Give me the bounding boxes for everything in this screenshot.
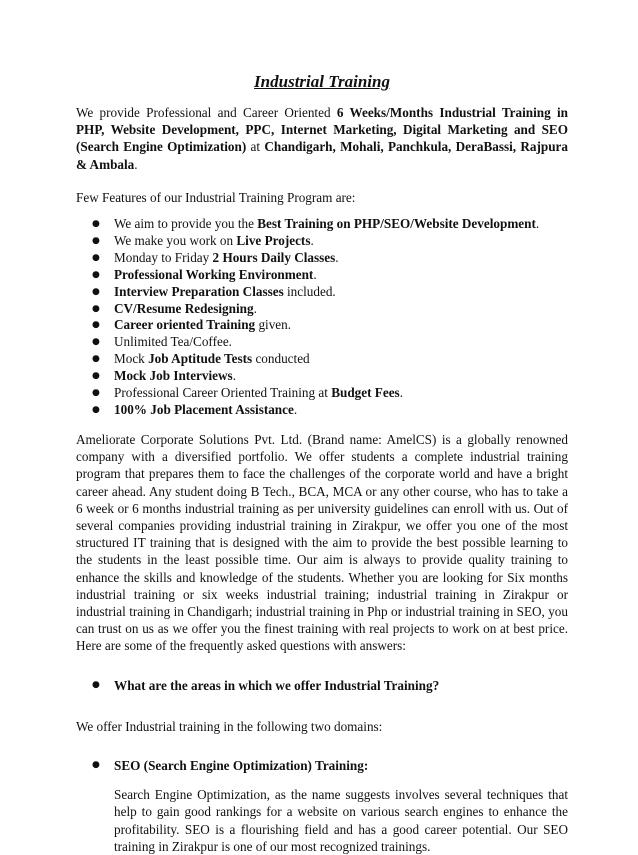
feature-text: Professional Career Oriented Training at: [114, 385, 332, 401]
feature-item: [92, 216, 568, 233]
feature-bold: Professional Working Environment: [114, 266, 314, 282]
domain-heading: [92, 757, 568, 774]
feature-text-end: conducted: [252, 351, 310, 367]
feature-text-end: .: [232, 368, 236, 384]
intro-text-2: at: [246, 139, 265, 155]
bullet-icon: ●: [92, 337, 100, 348]
page-title: Industrial Training: [254, 72, 390, 91]
bullet-icon: ●: [92, 679, 100, 690]
bullet-icon: ●: [92, 286, 100, 297]
bullet-icon: ●: [92, 354, 100, 365]
feature-text-end: included.: [283, 283, 336, 299]
intro-paragraph: [76, 104, 568, 173]
seo-heading: SEO (Search Engine Optimization) Training:: [114, 757, 369, 773]
feature-item: [92, 402, 568, 419]
bullet-icon: ●: [92, 219, 100, 230]
feature-bold: 2 Hours Daily Classes: [212, 249, 336, 265]
feature-text: We make you work on: [114, 232, 237, 248]
faq-question: [92, 677, 568, 694]
feature-bold: Career oriented Training: [114, 317, 256, 333]
faq-list: [76, 677, 568, 694]
feature-item: [92, 301, 568, 318]
feature-text-end: given.: [255, 317, 292, 333]
bullet-icon: ●: [92, 371, 100, 382]
feature-bold: CV/Resume Redesigning: [114, 300, 254, 316]
feature-item: [92, 267, 568, 284]
feature-text: Monday to Friday: [114, 249, 213, 265]
feature-bold: Best Training on PHP/SEO/Website Development: [257, 216, 536, 232]
domains-lead: We offer Industrial training in the following two domains:: [76, 718, 383, 734]
domain-list: [76, 757, 568, 774]
feature-bold: Mock Job Interviews: [114, 368, 233, 384]
faq-question-text: What are the areas in which we offer Industrial Training?: [114, 677, 440, 693]
feature-item: [92, 250, 568, 267]
feature-text-end: .: [310, 232, 314, 248]
feature-item: [92, 351, 568, 368]
about-paragraph: Ameliorate Corporate Solutions Pvt. Ltd. (Brand name: AmelCS) is a globally renowned company with a diversified portfolio. We offer students a complete industrial training program that prepares them to face the challenges of the corporate world and have a bright career ahead. Any student doing B Tech., BCA, MCA or any other course, who has to take a 6 week or 6 months industrial training as per university guidelines can enroll with us. Out of several companies providing industrial training in Zirakpur, we offer you one of the most structured IT training that is designed with the aim to provide the best possible learning to the students in the least possible time. Our aim is always to provide quality training to enhance the skills and knowledge of the students. Whether you are looking for Six months industrial training or six weeks industrial training; industrial training in Zirakpur or industrial training in Chandigarh; industrial training in Php or industrial training in SEO, you can trust on us as we offer you the finest training with real projects to work on at best price. Here are some of the frequently asked questions with answers:: [76, 431, 568, 654]
intro-text-3: .: [134, 156, 138, 172]
feature-text: We aim to provide you the: [114, 216, 258, 232]
feature-text: Mock: [114, 351, 149, 367]
bullet-icon: ●: [92, 303, 100, 314]
feature-bold: Budget Fees: [331, 385, 400, 401]
bullet-icon: ●: [92, 404, 100, 415]
bullet-icon: ●: [92, 759, 100, 770]
bullet-icon: ●: [92, 320, 100, 331]
bullet-icon: ●: [92, 235, 100, 246]
feature-bold: Interview Preparation Classes: [114, 283, 284, 299]
feature-bold: Job Aptitude Tests: [148, 351, 253, 367]
feature-item: [92, 317, 568, 334]
intro-text-1: We provide Professional and Career Oriented: [76, 105, 337, 120]
feature-item: [92, 385, 568, 402]
feature-item: [92, 368, 568, 385]
feature-bold: 100% Job Placement Assistance: [114, 401, 294, 417]
feature-text-end: .: [313, 266, 317, 282]
bullet-icon: ●: [92, 388, 100, 399]
bullet-icon: ●: [92, 252, 100, 263]
feature-text-end: .: [535, 216, 540, 232]
features-list: [76, 216, 568, 419]
feature-item: [92, 284, 568, 301]
feature-text-end: .: [399, 385, 403, 401]
feature-text-end: .: [335, 249, 339, 265]
intro-courses: 6 Weeks/Months Industrial Training in PHP, Website Development, PPC, Internet Marketing, Digital Marketing and SEO (Search Engine Optimization): [76, 105, 568, 155]
feature-item: [92, 334, 568, 351]
intro-locations: Chandigarh, Mohali, Panchkula, DeraBassi, Rajpura & Ambala: [76, 139, 568, 172]
feature-text-end: .: [253, 300, 257, 316]
feature-text-end: .: [293, 401, 298, 417]
feature-bold: Live Projects: [236, 232, 311, 248]
feature-item: [92, 233, 568, 250]
features-lead: Few Features of our Industrial Training Program are:: [76, 189, 356, 205]
seo-description: Search Engine Optimization, as the name suggests involves several techniques that help to gain good rankings for a website on various search engines to enhance the profitability. SEO is a flourishing field and has a good career potential. Our SEO training in Zirakpur is one of our most recognized trainings.: [114, 787, 568, 854]
bullet-icon: ●: [92, 269, 100, 280]
feature-text: Unlimited Tea/Coffee.: [114, 334, 232, 350]
